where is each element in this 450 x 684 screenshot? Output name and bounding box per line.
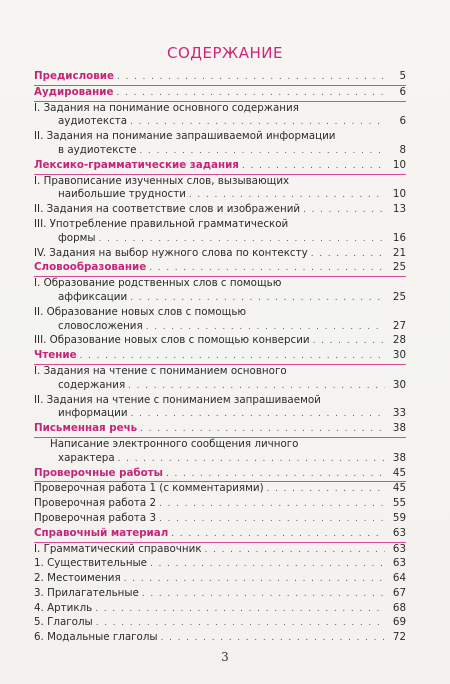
toc-entry [34,394,406,423]
toc-leader-dots [242,160,385,174]
toc-entry-text: Проверочные работы [34,466,163,479]
toc-page-number: 10 [392,158,406,171]
toc-entry [34,365,406,394]
toc-page-number: 63 [392,542,406,555]
toc-leader-dots [128,380,385,394]
toc-entry [34,497,406,512]
toc-entry-text: формы [58,231,96,244]
toc-leader-dots [99,233,385,247]
toc-page-number: 6 [399,85,406,98]
toc-entry [34,247,406,262]
toc-leader-dots [159,498,385,512]
toc-entry-text: I. Правописание изученных слов, вызывающих [34,174,290,187]
toc-leader-dots [116,87,385,101]
toc-leader-dots [130,116,385,130]
toc-leader-dots [303,204,385,218]
toc-entry [34,203,406,218]
toc-leader-dots [171,528,385,542]
toc-entry-text: I. Грамматический справочник [34,542,202,555]
toc-page-number: 72 [392,631,406,644]
toc-page-number: 64 [392,572,406,585]
toc-page-number: 30 [392,378,406,391]
toc-leader-dots [124,573,385,587]
toc-page-number: 13 [392,203,406,216]
toc-leader-dots [117,71,385,85]
toc-page-number: 33 [392,407,406,420]
toc-entry-text: 2. Местоимения [34,572,121,585]
page-number: 3 [221,650,229,664]
toc-leader-dots [146,321,385,335]
toc-section-heading [34,70,406,86]
toc-page-number: 67 [392,586,406,599]
toc-section-heading [34,422,406,438]
toc-entry [34,557,406,572]
toc-page-number: 30 [392,349,406,362]
toc-entry-text: III. Образование новых слов с помощью конверсии [34,334,310,347]
toc-entry-text: Чтение [34,349,77,362]
table-of-contents [34,70,406,646]
toc-entry-text: II. Задания на соответствие слов и изображений [34,203,301,216]
toc-entry-text: Аудирование [34,85,114,98]
toc-page-number: 38 [392,451,406,464]
toc-leader-dots [159,513,385,527]
toc-page-number: 21 [392,246,406,259]
toc-page-number: 27 [392,319,406,332]
page-title: СОДЕРЖАНИЕ [167,44,283,62]
toc-entry [34,482,406,497]
toc-page-number: 25 [392,290,406,303]
toc-entry [34,334,406,349]
toc-leader-dots [142,588,385,602]
toc-leader-dots [313,335,385,349]
toc-page-number: 38 [392,422,406,435]
toc-entry-text: 4. Артикль [34,601,93,614]
toc-leader-dots [139,145,385,159]
toc-page-number: 28 [392,334,406,347]
toc-page-number: 16 [392,231,406,244]
toc-entry [34,572,406,587]
toc-page-number: 69 [392,616,406,629]
toc-entry-text: II. Образование новых слов с помощью [34,305,247,318]
toc-section-heading [34,349,406,365]
toc-leader-dots [161,632,385,646]
toc-entry [34,543,406,558]
toc-entry-text: Проверочная работа 3 [34,511,157,524]
toc-section-heading [34,86,406,102]
toc-leader-dots [95,603,385,617]
toc-page-number: 45 [392,466,406,479]
toc-entry [34,102,406,131]
toc-leader-dots [267,483,385,497]
toc-entry-text: характера [58,451,115,464]
toc-section-heading [34,527,406,543]
toc-entry-text: 5. Глаголы [34,616,93,629]
toc-page-number: 8 [399,143,406,156]
toc-entry-text: аудиотекста [58,115,128,128]
toc-entry-text: информации [58,407,128,420]
toc-page-number: 6 [399,115,406,128]
toc-page-number: 10 [392,188,406,201]
toc-entry-text: Справочный материал [34,526,169,539]
toc-entry-text: Словообразование [34,261,147,274]
toc-leader-dots [131,408,385,422]
toc-entry-text: Написание электронного сообщения личного [50,437,299,450]
toc-section-heading [34,159,406,175]
toc-entry-text: аффиксации [58,290,128,303]
toc-page-number: 55 [392,497,406,510]
toc-leader-dots [149,262,385,276]
toc-entry [34,631,406,646]
toc-leader-dots [80,350,385,364]
toc-entry-text: III. Употребление правильной грамматической [34,217,289,230]
toc-entry-text: 3. Прилагательные [34,586,139,599]
toc-leader-dots [96,617,385,631]
toc-entry-text: IV. Задания на выбор нужного слова по контексту [34,246,308,259]
toc-leader-dots [311,248,385,262]
toc-entry [34,602,406,617]
toc-page-number: 45 [392,482,406,495]
toc-page-number: 59 [392,511,406,524]
toc-entry-text: I. Задания на понимание основного содержания [34,101,299,114]
toc-entry-text: Предисловие [34,70,114,82]
toc-page-number: 63 [392,557,406,570]
toc-entry [34,306,406,335]
toc-entry [34,616,406,631]
toc-entry [34,512,406,527]
toc-leader-dots [150,558,385,572]
toc-leader-dots [205,544,385,558]
toc-entry-text: 1. Существительные [34,557,148,570]
toc-entry-text: в аудиотексте [58,143,137,156]
toc-entry-text: содержания [58,378,126,391]
toc-entry-text: I. Задания на чтение с пониманием основного [34,364,287,377]
toc-leader-dots [189,189,385,203]
toc-page-number: 68 [392,601,406,614]
toc-entry-text: II. Задания на понимание запрашиваемой информации [34,130,336,143]
toc-entry-text: II. Задания на чтение с пониманием запрашиваемой [34,393,321,406]
toc-entry-text: Письменная речь [34,422,138,435]
toc-section-heading [34,261,406,277]
toc-entry-text: 6. Модальные глаголы [34,631,158,644]
toc-leader-dots [140,423,385,437]
toc-entry [34,438,406,467]
toc-entry-text: Проверочная работа 2 [34,497,157,510]
toc-entry [34,218,406,247]
toc-entry-text: I. Образование родственных слов с помощью [34,277,282,290]
toc-entry-text: наибольшие трудности [58,188,186,201]
toc-entry-text: Лексико-грамматические задания [34,158,239,171]
toc-page-number: 5 [399,70,406,82]
toc-entry [34,277,406,306]
toc-leader-dots [130,292,385,306]
toc-entry [34,130,406,159]
toc-leader-dots [166,468,385,482]
toc-page-number: 63 [392,526,406,539]
toc-entry-text: словосложения [58,319,143,332]
toc-page-number: 25 [392,261,406,274]
toc-section-heading [34,467,406,483]
toc-entry-text: Проверочная работа 1 (с комментариями) [34,482,264,495]
toc-entry [34,175,406,204]
toc-entry [34,587,406,602]
toc-leader-dots [118,453,385,467]
